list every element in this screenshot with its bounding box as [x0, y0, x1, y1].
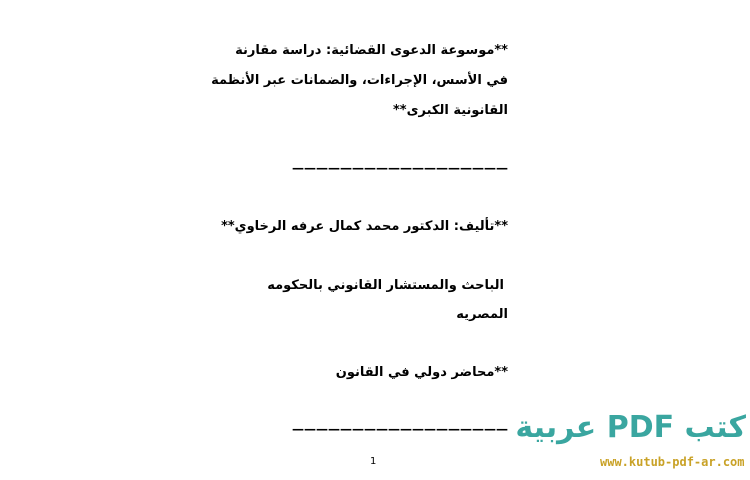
title-line-2: في الأسس، الإجراءات، والضمانات عبر الأنظمة: [211, 73, 508, 88]
role-line: **محاضر دولي في القانون: [335, 365, 508, 380]
watermark-logo: [515, 410, 750, 480]
watermark-title: كتب PDF عربية: [515, 410, 746, 445]
page-number: 1: [370, 456, 377, 467]
watermark-url: www.kutub-pdf-ar.com: [600, 455, 745, 469]
title-line-1: **موسوعة الدعوى القضائية: دراسة مقارنة: [235, 43, 508, 58]
affiliation-line-1: الباحث والمستشار القانوني بالحكومه: [267, 278, 504, 293]
affiliation-line-2: المصريه: [456, 307, 508, 322]
separator-line-1: ——————————————————: [292, 161, 508, 175]
author-line: **تأليف: الدكتور محمد كمال عرفه الرخاوي**: [221, 219, 508, 234]
separator-line-2: ——————————————————: [292, 422, 508, 436]
title-line-3: القانونية الكبرى**: [392, 103, 508, 118]
